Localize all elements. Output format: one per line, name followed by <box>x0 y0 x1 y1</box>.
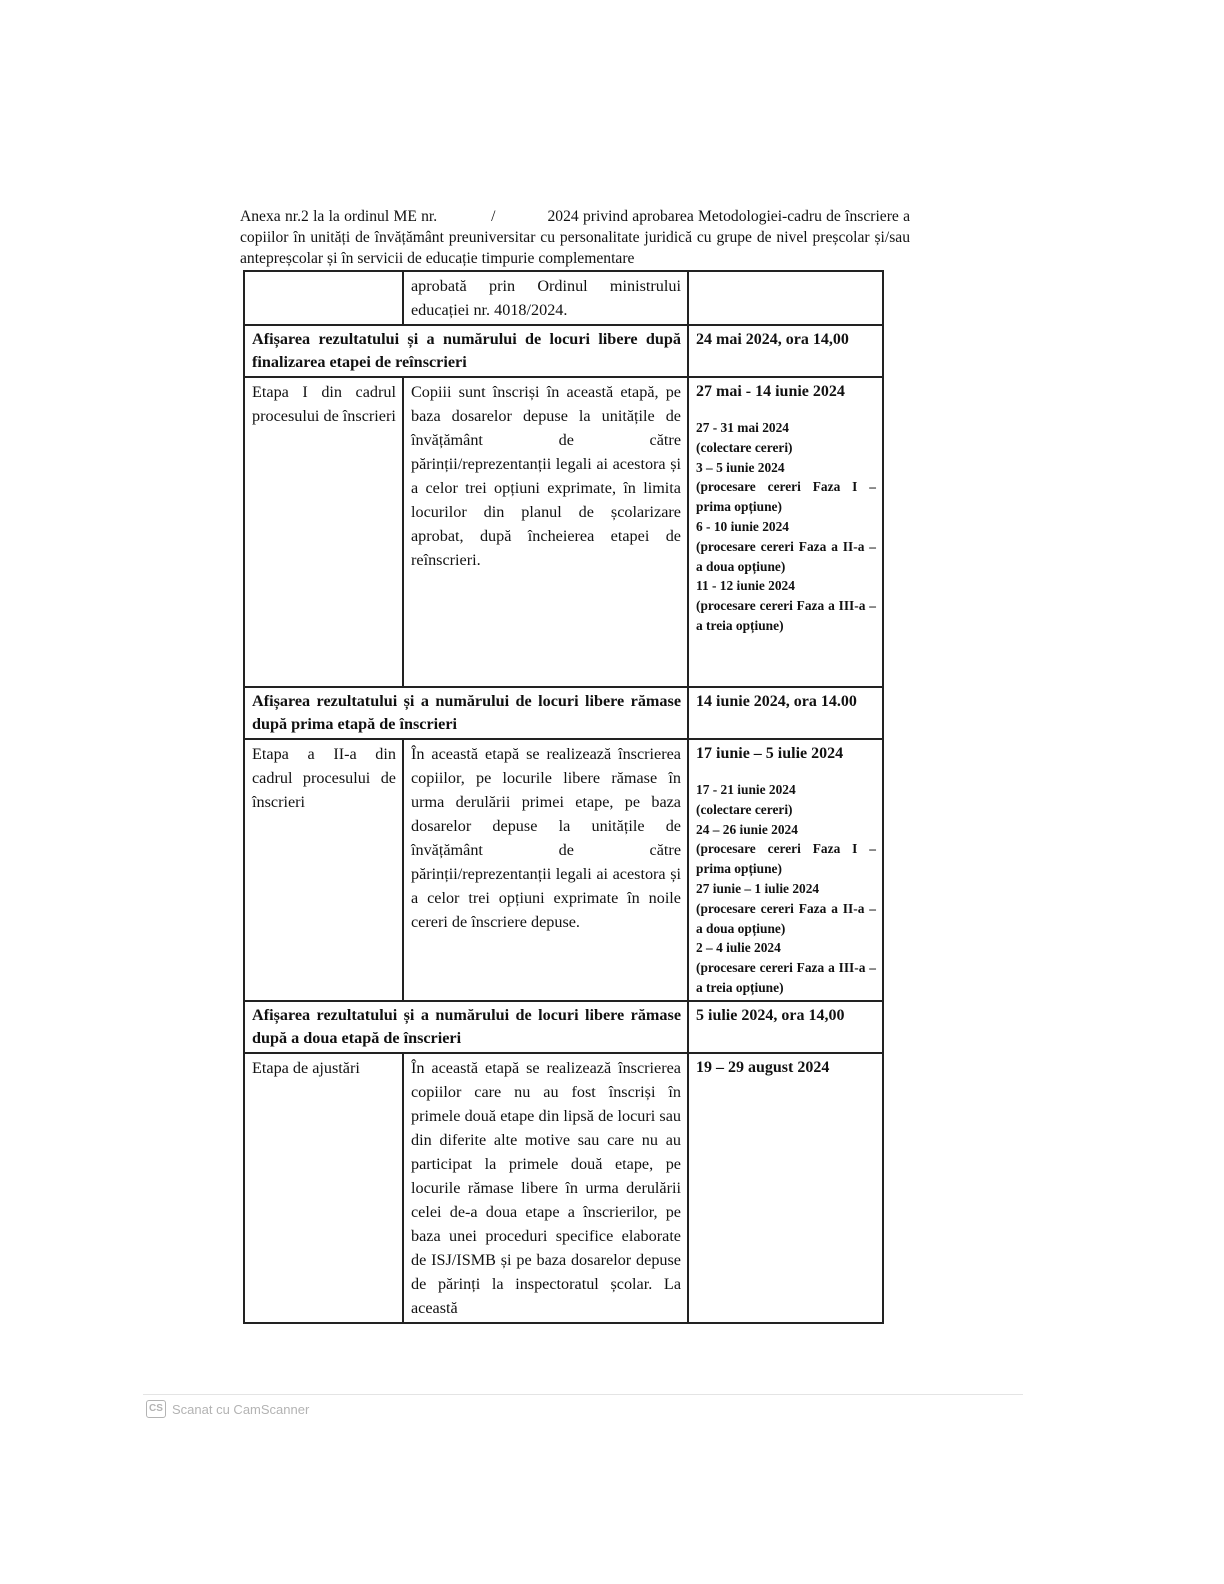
sub-item: (colectare cereri) <box>696 439 793 455</box>
stage-cell: Etapa de ajustări <box>244 1053 403 1323</box>
sub-item: 6 - 10 iunie 2024 <box>696 518 789 534</box>
camscanner-icon: CS <box>146 1400 166 1418</box>
results-title: Afișarea rezultatului și a numărului de locuri libere rămase după a doua etapă de înscrieri <box>244 1001 688 1053</box>
sub-item: (procesare cereri Faza a III-a – a treia opțiune) <box>696 598 876 633</box>
sub-item: 11 - 12 iunie 2024 <box>696 578 795 594</box>
header-slash: / <box>491 208 496 225</box>
table-row <box>244 687 883 739</box>
date-cell <box>688 739 883 1001</box>
table-row <box>244 325 883 377</box>
sub-item: 27 - 31 mai 2024 <box>696 420 789 435</box>
results-title: Afișarea rezultatului și a numărului de locuri libere după finalizarea etapei de reînscrieri <box>244 325 688 377</box>
sub-item: (procesare cereri Faza a II-a – a doua opțiune) <box>696 900 876 936</box>
sub-schedule <box>696 780 876 998</box>
description-cell: În această etapă se realizează înscrierea copiilor, pe locurile libere rămase în urma derulării primei etape, pe baza dosarelor depuse la unitățile de învățământ de către părinții/reprezentanții legali ai acestora și a celor trei opțiuni exprimate în noile cereri de înscriere depuse. <box>403 739 688 1001</box>
document-header <box>240 206 910 269</box>
date-cell <box>688 377 883 687</box>
sub-item: (procesare cereri Faza I – prima opțiune) <box>696 479 876 515</box>
stage-cell: Etapa I din cadrul procesului de înscrieri <box>244 377 403 687</box>
sub-item: (procesare cereri Faza a II-a – a doua opțiune) <box>696 538 876 574</box>
table-row <box>244 377 883 687</box>
sub-item: (colectare cereri) <box>696 801 793 817</box>
stage-cell: Etapa a II-a din cadrul procesului de înscrieri <box>244 739 403 1001</box>
results-title: Afișarea rezultatului și a numărului de locuri libere rămase după prima etapă de înscrieri <box>244 687 688 739</box>
date-cell: 14 iunie 2024, ora 14.00 <box>688 687 883 739</box>
sub-item: 3 – 5 iunie 2024 <box>696 459 785 475</box>
date-cell: 19 – 29 august 2024 <box>688 1053 883 1323</box>
description-cell: În această etapă se realizează înscrierea copiilor care nu au fost înscriși în primele două etape din lipsă de locuri sau din diferite alte motive sau care nu au participat la primele două etape, pe locurile rămase libere în urma derulării celei de-a doua etape a înscrierilor, pe baza unei proceduri specifice elaborate de ISJ/ISMB și pe baza dosarelor depuse de părinți la inspectoratul școlar. La această <box>403 1053 688 1323</box>
sub-item: (procesare cereri Faza a III-a – a treia opțiune) <box>696 960 876 995</box>
header-part2: 2024 privind aprobarea Metodologiei-cadru de înscriere a copiilor în unități de învățământ preuniversitar cu personalitate juridică cu grupe de nivel preșcolar și/sau antepreșcolar și în servicii de educație timpurie complementare <box>240 208 911 267</box>
date-cell: 24 mai 2024, ora 14,00 <box>688 325 883 377</box>
date-cell: 5 iulie 2024, ora 14,00 <box>688 1001 883 1053</box>
schedule-table <box>243 270 884 1324</box>
sub-item: 27 iunie – 1 iulie 2024 <box>696 880 820 896</box>
table-row <box>244 739 883 1001</box>
sub-item: 17 - 21 iunie 2024 <box>696 782 796 797</box>
header-part1: Anexa nr.2 la la ordinul ME nr. <box>240 208 438 225</box>
table-row <box>244 271 883 325</box>
date-cell <box>688 271 883 325</box>
date-range: 27 mai - 14 iunie 2024 <box>696 383 845 400</box>
description-cell: Copiii sunt înscriși în această etapă, pe baza dosarelor depuse la unitățile de învățământ de către părinții/reprezentanții legali ai acestora și a celor trei opțiuni exprimate, în limita locurilor din planul de școlarizare aprobat, după încheierea etapei de reînscrieri. <box>403 377 688 687</box>
description-cell: aprobată prin Ordinul ministrului educației nr. 4018/2024. <box>403 271 688 325</box>
watermark-text: Scanat cu CamScanner <box>172 1401 310 1417</box>
sub-item: (procesare cereri Faza I – prima opțiune) <box>696 841 876 877</box>
stage-cell <box>244 271 403 325</box>
footer-divider <box>143 1394 1023 1395</box>
scanner-watermark <box>146 1400 309 1418</box>
date-range: 17 iunie – 5 iulie 2024 <box>696 745 844 762</box>
table-row <box>244 1053 883 1323</box>
table-row <box>244 1001 883 1053</box>
sub-schedule <box>696 418 876 636</box>
sub-item: 2 – 4 iulie 2024 <box>696 940 781 956</box>
sub-item: 24 – 26 iunie 2024 <box>696 821 798 837</box>
